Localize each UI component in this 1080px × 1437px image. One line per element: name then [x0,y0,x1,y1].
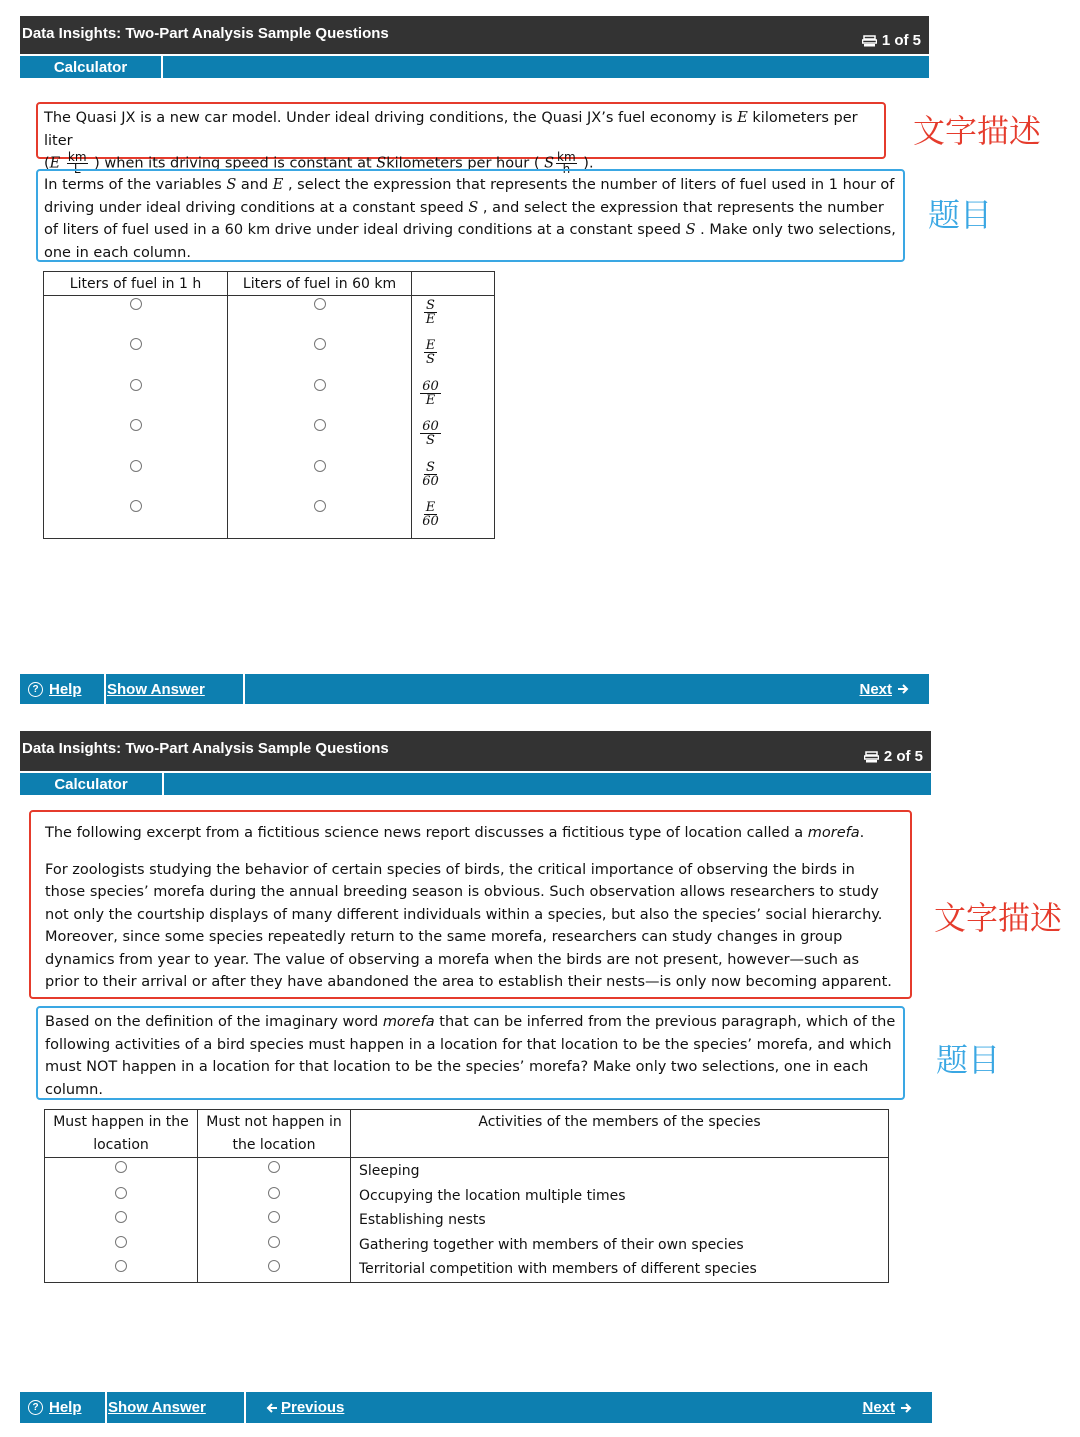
expression-fraction [424,339,438,366]
q2-description-box [29,810,912,999]
q2-cell-must [45,1158,198,1184]
q2-cell-must-not [198,1208,351,1233]
q2-previous-button[interactable] [266,1392,344,1423]
q1-desc-label: 文字描述 [913,112,1042,150]
q1-answer-table [43,271,495,539]
q1-desc-text: kilometers per hour ( [386,155,540,172]
previous-label: Previous [281,1399,345,1416]
q1-radio-1h-option-6[interactable] [130,500,142,512]
q1-title-bar [20,16,929,54]
q1-show-answer-button[interactable] [98,674,245,704]
q2-question-text: that can be inferred from the previous paragraph, which of the following activities of a bird species must happen in a location for that location to be the species’ morefa, and which must NOT happen in a location for that location to be the species’ morefa? Make only two selections, one in each column. [45,1014,896,1098]
fraction-denominator: E [425,392,436,408]
q1-cell-60km [228,417,412,458]
q2-radio-must-not-option-3[interactable] [268,1211,280,1223]
fraction-denominator: 60 [422,473,439,489]
fraction-denominator: 60 [422,514,439,529]
q2-toolbar [20,773,931,795]
q1-description-box: The Quasi JX is a new car model. Under ideal driving conditions, the Quasi JX’s fuel economy is E kilometers per liter (E $\frac{km}{L}$ ) when its driving speed is constant at Skilometers per hour ( S $\frac{km}{h}$ ). [36,102,886,159]
q1-cell-1h [44,417,228,458]
q1-cell-60km [228,458,412,499]
q2-activity-label: Sleeping [351,1158,889,1184]
q2-option-row [45,1184,889,1209]
q1-option-row [44,377,495,418]
q2-radio-must-not-option-1[interactable] [268,1161,280,1173]
q2-radio-must-not-option-2[interactable] [268,1187,280,1199]
q2-calculator-button[interactable]: Calculator [20,773,164,795]
q2-title: Data Insights: Two-Part Analysis Sample Questions [22,740,389,757]
q1-cell-1h [44,498,228,539]
q1-cell-1h [44,296,228,337]
arrow-right-icon [900,1402,912,1414]
q1-expression-cell [412,417,495,458]
q1-toolbar [20,56,929,78]
q1-option-row [44,498,495,539]
fraction-numerator: E [425,338,436,353]
q2-option-row [45,1233,889,1258]
q2-option-row [45,1158,889,1184]
q2-radio-must-option-5[interactable] [115,1260,127,1272]
next-label: Next [859,680,892,698]
q1-cell-1h [44,458,228,499]
fraction-numerator: E [425,500,436,515]
expression-fraction [422,501,439,528]
q1-question-text: , and select the expression that represents the number of liters of fuel used in a 60 km drive under ideal driving conditions at a constant speed [44,199,884,238]
q2-question-label: 题目 [936,1041,1001,1079]
fraction-numerator: S [426,298,435,313]
q2-help-button[interactable] [20,1392,107,1423]
q2-desc-label: 文字描述 [934,899,1063,937]
var-e: E [272,177,284,193]
q2-cell-must-not [198,1158,351,1184]
q1-cell-60km [228,336,412,377]
q2-activity-label: Establishing nests [351,1208,889,1233]
q1-col-60km: Liters of fuel in 60 km [228,272,412,296]
q1-expression-cell [412,458,495,499]
q2-page-number: 2 of 5 [883,748,923,765]
page-icon [864,751,879,763]
q1-expression-cell [412,296,495,337]
fraction-denominator: S [426,433,435,448]
help-label: Help [49,680,82,698]
help-icon: ? [28,682,43,697]
show-answer-label: Show Answer [107,680,205,698]
q1-radio-1h-option-4[interactable] [130,419,142,431]
fraction-numerator: 60 [422,378,439,394]
q1-question-text: . Make only two selections, one in each column. [44,222,896,261]
q1-cell-60km [228,296,412,337]
q1-option-row [44,458,495,499]
q1-next-button[interactable] [859,674,909,704]
fraction-numerator: S [426,459,435,475]
q1-cell-1h [44,377,228,418]
q1-option-row [44,336,495,377]
q1-expression-cell [412,498,495,539]
q1-cell-60km [228,498,412,539]
q1-option-row [44,296,495,337]
q1-bottom-bar [20,674,929,704]
q1-calculator-button[interactable]: Calculator [20,56,163,78]
q2-intro-word: morefa [807,825,860,841]
q1-col-1h: Liters of fuel in 1 h [44,272,228,296]
q1-page-number: 1 of 5 [881,32,921,49]
q2-cell-must [45,1257,198,1282]
var-e: E [49,155,61,172]
q2-col-must: Must happen in the location [45,1110,198,1158]
var-s: S [544,155,555,172]
arrow-left-icon [266,1402,278,1414]
q1-question-box [36,169,905,262]
unit-km: km [557,150,576,164]
q1-title: Data Insights: Two-Part Analysis Sample Questions [22,25,389,42]
q2-activity-label: Occupying the location multiple times [351,1184,889,1209]
q1-radio-60km-option-2[interactable] [314,338,326,350]
q2-bottom-bar [20,1392,932,1423]
q2-question-word: morefa [382,1014,435,1030]
q1-expression-cell [412,377,495,418]
q1-radio-1h-option-5[interactable] [130,460,142,472]
q2-intro-end: . [859,825,865,841]
q2-page-indicator [864,748,923,765]
unit-h: h [562,162,571,176]
var-s: S [685,222,696,238]
q1-option-row [44,417,495,458]
q2-title-bar [20,731,931,771]
unit-l: L [73,162,81,176]
q1-radio-1h-option-3[interactable] [130,379,142,391]
q1-cell-1h [44,336,228,377]
var-e: E [737,110,748,126]
q1-radio-60km-option-3[interactable] [314,379,326,391]
q1-question-text: In terms of the variables [44,177,222,193]
q2-cell-must-not [198,1233,351,1258]
q1-expression-cell [412,336,495,377]
q1-question-label: 题目 [928,196,993,234]
q2-radio-must-option-4[interactable] [115,1236,127,1248]
q1-radio-1h-option-1[interactable] [130,298,142,310]
help-icon: ? [28,1400,43,1415]
page-icon [862,35,877,47]
q1-radio-1h-option-2[interactable] [130,338,142,350]
q1-question-text: , select the expression that represents the number of liters of fuel used in 1 hour of driving under ideal driving conditions at a constant speed [44,177,895,216]
q2-radio-must-option-1[interactable] [115,1161,127,1173]
q1-radio-60km-option-6[interactable] [314,500,326,512]
expression-fraction [420,380,441,407]
q2-activity-label: Territorial competition with members of different species [351,1257,889,1282]
q1-question-text: and [240,177,269,193]
q2-paragraph: For zoologists studying the behavior of certain species of birds, the critical importance of observing the birds in those species’ morefa during the annual breeding season is obvious. Such observation allows researchers to study not only the courtship displays of many different individuals within a species, but also the species’ social hierarchy. Moreover, since some species repeatedly return to the same morefa, researchers can study changes in group dynamics from year to year. The value of observing a morefa when the birds are not present, however—such as prior to their arrival or after they have abandoned the area to establish their nests—is only now becoming apparent. [45,861,892,990]
q2-next-button[interactable] [862,1392,912,1423]
q1-radio-60km-option-4[interactable] [314,419,326,431]
show-answer-label: Show Answer [108,1399,206,1416]
q1-cell-60km [228,377,412,418]
q2-question-text: Based on the definition of the imaginary word [45,1014,379,1030]
q2-question-box [36,1006,905,1100]
q2-radio-must-not-option-4[interactable] [268,1236,280,1248]
q1-page-indicator [862,32,921,49]
q2-option-row [45,1257,889,1282]
q2-col-must-not: Must not happen in the location [198,1110,351,1158]
q2-col-activities: Activities of the members of the species [351,1110,889,1158]
q2-show-answer-button[interactable] [99,1392,246,1423]
q2-cell-must-not [198,1184,351,1209]
q1-radio-60km-option-5[interactable] [314,460,326,472]
expression-fraction [424,299,437,326]
q2-cell-must [45,1208,198,1233]
next-label: Next [862,1399,895,1416]
var-s: S [468,199,479,216]
q2-radio-must-option-2[interactable] [115,1187,127,1199]
fraction-numerator: 60 [422,419,439,434]
q1-radio-60km-option-1[interactable] [314,298,326,310]
q1-desc-text: ) when its driving speed is constant at [94,155,372,172]
arrow-right-icon [897,683,909,695]
fraction-denominator: S [426,352,435,367]
fraction-denominator: E [425,312,436,327]
q2-cell-must [45,1184,198,1209]
q2-cell-must-not [198,1257,351,1282]
q2-activity-label: Gathering together with members of their own species [351,1233,889,1258]
unit-km: km [67,150,87,164]
q2-intro [45,822,896,845]
expression-fraction [420,420,441,447]
q1-desc-text: kilometers per liter [44,110,858,149]
help-label: Help [49,1399,82,1416]
var-s: S [226,177,237,193]
var-s: S [376,155,387,172]
q1-help-button[interactable] [20,674,106,704]
q1-col-expr [412,272,495,296]
q2-radio-must-option-3[interactable] [115,1211,127,1223]
q2-intro-text: The following excerpt from a fictitious science news report discusses a fictitious type of location called a [45,825,804,841]
q2-option-row [45,1208,889,1233]
q2-cell-must [45,1233,198,1258]
q1-desc-text: The Quasi JX is a new car model. Under ideal driving conditions, the Quasi JX’s fuel economy is [44,110,733,126]
q2-answer-table [44,1109,889,1283]
expression-fraction [422,461,439,488]
q2-radio-must-not-option-5[interactable] [268,1260,280,1272]
